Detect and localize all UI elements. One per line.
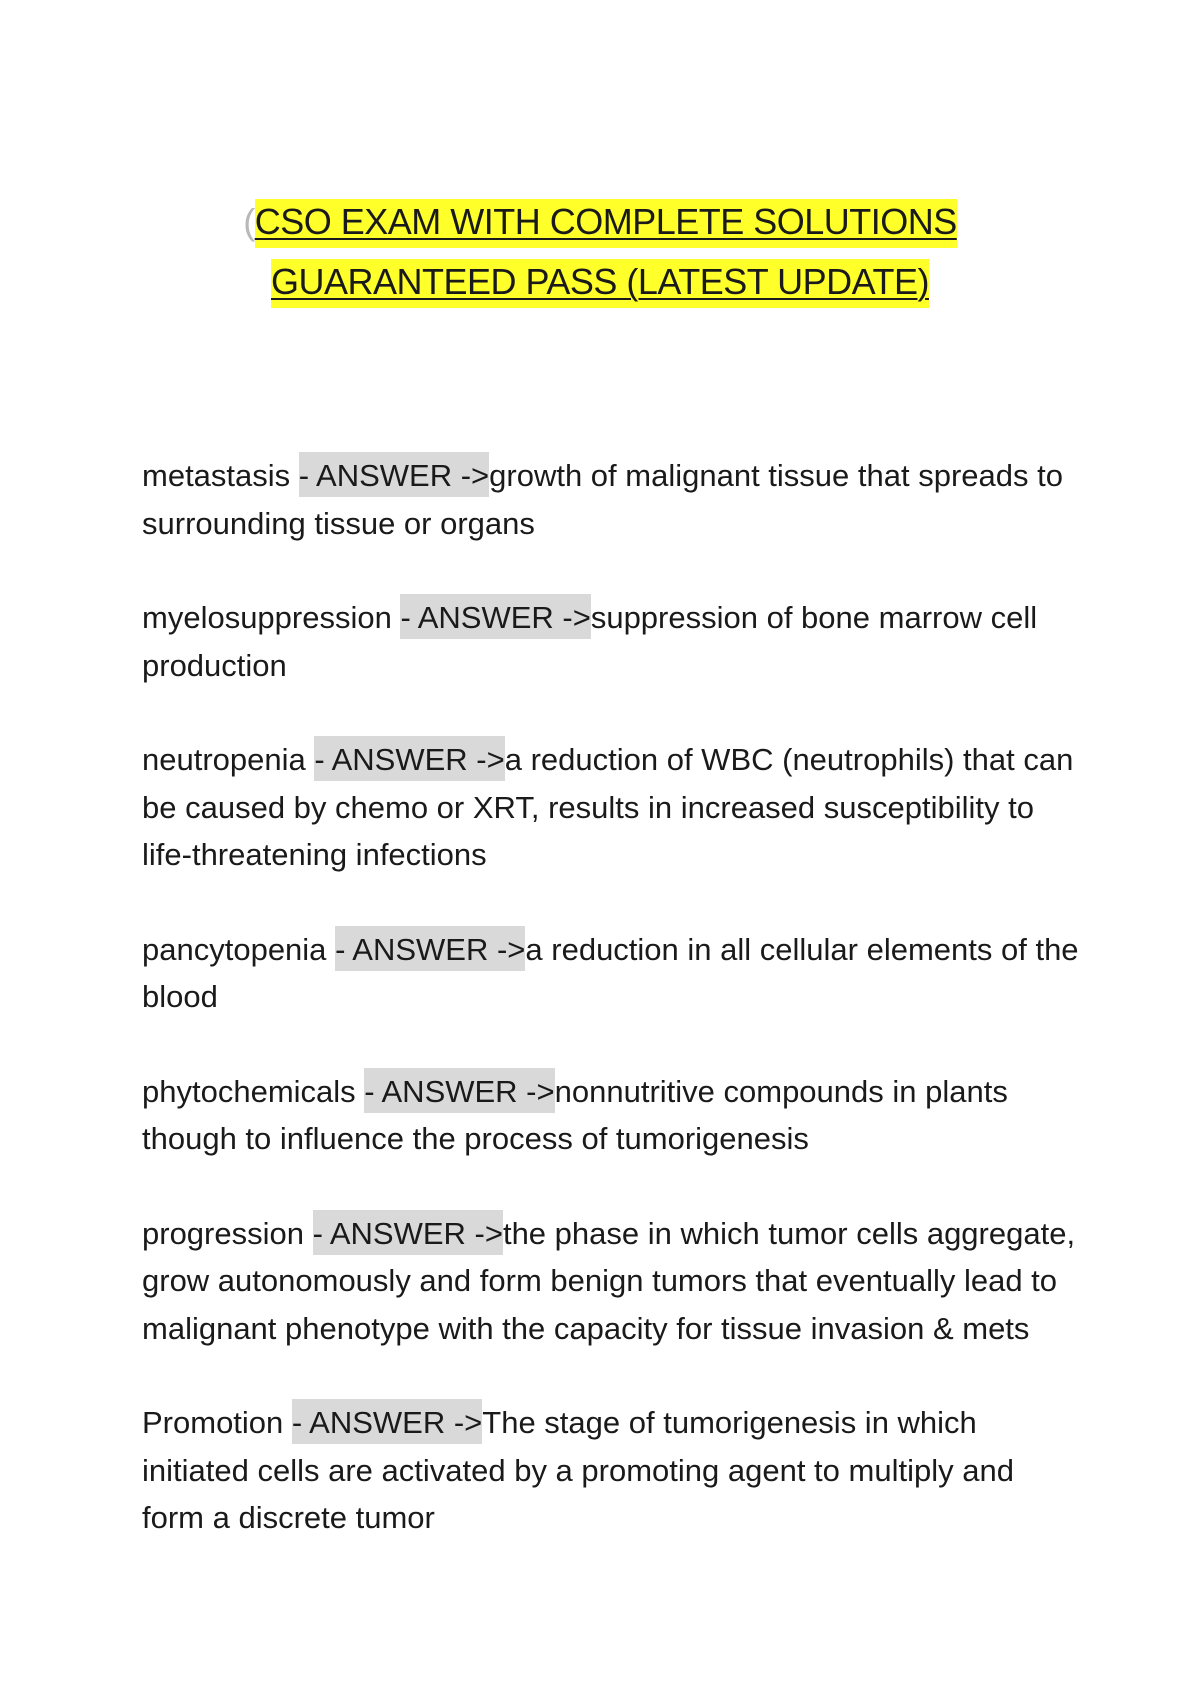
answer-label: - ANSWER -> [400,594,590,639]
term: phytochemicals [142,1073,356,1109]
definition: a reduction of WBC (neutrophils) that can be caused by chemo or XRT, results in increased susceptibility to life-threatening infections [142,742,1074,872]
definition: nonnutritive compounds in plants though to influence the process of tumorigenesis [142,1073,1008,1156]
definition: suppression of bone marrow cell production [142,600,1038,683]
term: pancytopenia [142,931,327,967]
term: metastasis [142,458,291,493]
term-entry [142,452,1082,547]
title-text-line-1: CSO EXAM WITH COMPLETE SOLUTIONS [255,199,957,248]
term-entry [142,736,1082,879]
definition: the phase in which tumor cells aggregate, grow autonomously and form benign tumors that eventually lead to malignant phenotype with the capacity for tissue invasion & mets [142,1215,1076,1346]
answer-label: - ANSWER -> [314,736,504,781]
term: neutropenia [142,742,306,777]
term-list [142,452,1082,1542]
term-entry [142,1210,1082,1353]
answer-label: - ANSWER -> [292,1399,482,1444]
answer-label: - ANSWER -> [299,452,489,497]
answer-label: - ANSWER -> [364,1068,554,1113]
term: progression [142,1215,304,1251]
term-entry [142,1399,1082,1542]
title-leading-mark: ( [243,201,255,242]
definition: growth of malignant tissue that spreads to surrounding tissue or organs [142,458,1063,541]
term-entry [142,926,1082,1021]
document-title [0,192,1200,312]
title-line-2 [0,252,1200,312]
term-entry [142,1068,1082,1163]
definition: a reduction in all cellular elements of the blood [142,931,1079,1014]
title-line-1 [0,192,1200,252]
answer-label: - ANSWER -> [335,926,525,971]
term: Promotion [142,1405,284,1440]
definition: The stage of tumorigenesis in which initiated cells are activated by a promoting agent to multiply and form a discrete tumor [142,1405,1014,1535]
term: myelosuppression [142,600,392,635]
term-entry [142,594,1082,689]
title-text-line-2: GUARANTEED PASS (LATEST UPDATE) [271,259,929,308]
answer-label: - ANSWER -> [313,1210,503,1255]
